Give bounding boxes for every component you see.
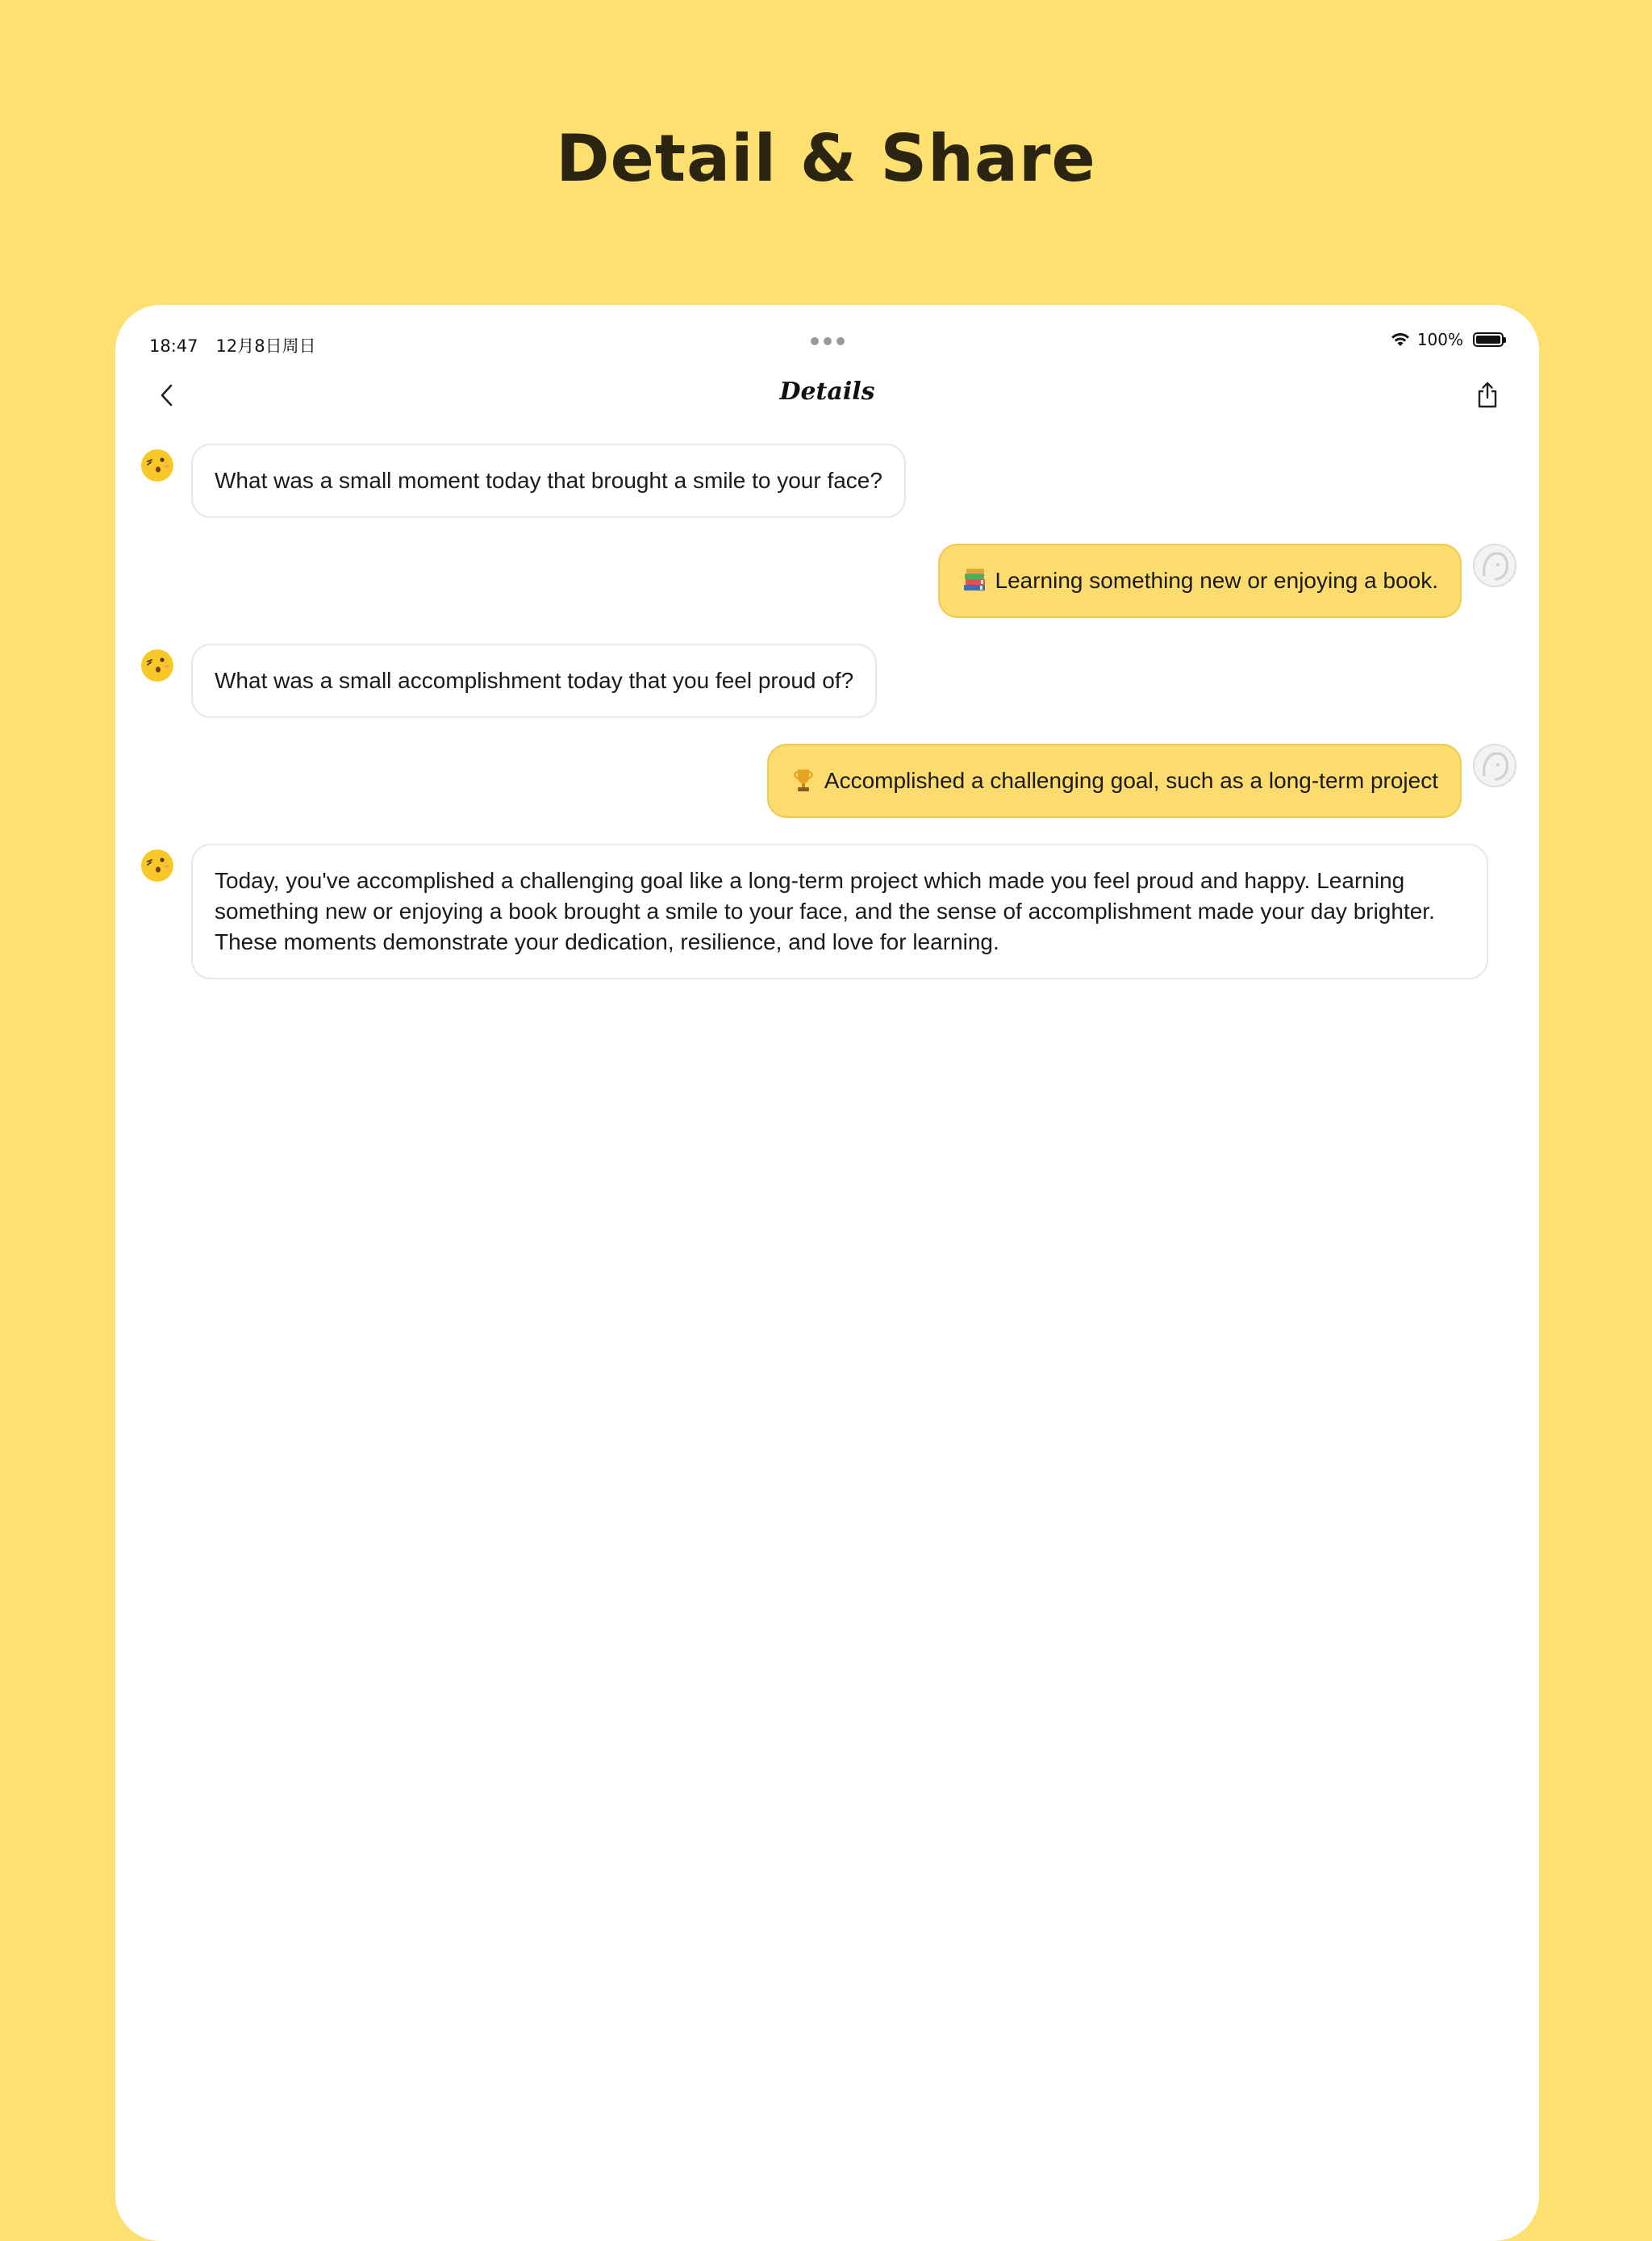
status-indicators: [1390, 330, 1504, 349]
multitasking-dots-icon[interactable]: [811, 337, 845, 345]
assistant-avatar-icon: [140, 849, 174, 883]
status-time: 18:47: [149, 336, 198, 356]
message-text: What was a small accomplishment today that you feel proud of?: [215, 668, 854, 693]
assistant-summary-message: [191, 844, 1488, 979]
battery-percentage: 100%: [1416, 330, 1463, 349]
message-text: Accomplished a challenging goal, such as a long-term project: [824, 768, 1438, 793]
user-message: [767, 744, 1462, 818]
trophy-emoji-icon: [791, 767, 816, 793]
assistant-avatar-icon: [140, 649, 174, 682]
share-button[interactable]: [1470, 376, 1505, 415]
battery-icon: [1473, 332, 1504, 347]
message-text: Today, you've accomplished a challenging goal like a long-term project which made you feel proud and happy. Learning something new or enjoying a book brought a smile to your face, and the sense of accomplishment made your day brighter. These moments demonstrate your dedication, resilience, and love for learning.: [215, 868, 1435, 954]
status-date: 12月8日周日: [215, 336, 316, 356]
books-emoji-icon: [962, 567, 987, 593]
status-time-date: [149, 333, 334, 357]
user-message: [938, 544, 1462, 618]
message-text: Learning something new or enjoying a book.: [995, 568, 1438, 593]
device-screen: [115, 305, 1539, 2241]
page-title: Details: [779, 378, 875, 406]
wifi-icon: [1390, 332, 1411, 348]
user-avatar-icon: [1473, 744, 1516, 787]
user-avatar-icon: [1473, 544, 1516, 587]
message-text: What was a small moment today that brought a smile to your face?: [215, 468, 882, 493]
page-headline: Detail & Share: [556, 121, 1096, 196]
assistant-message: [191, 444, 906, 518]
share-icon: [1476, 382, 1499, 409]
assistant-avatar-icon: [140, 449, 174, 482]
assistant-message: [191, 644, 877, 718]
